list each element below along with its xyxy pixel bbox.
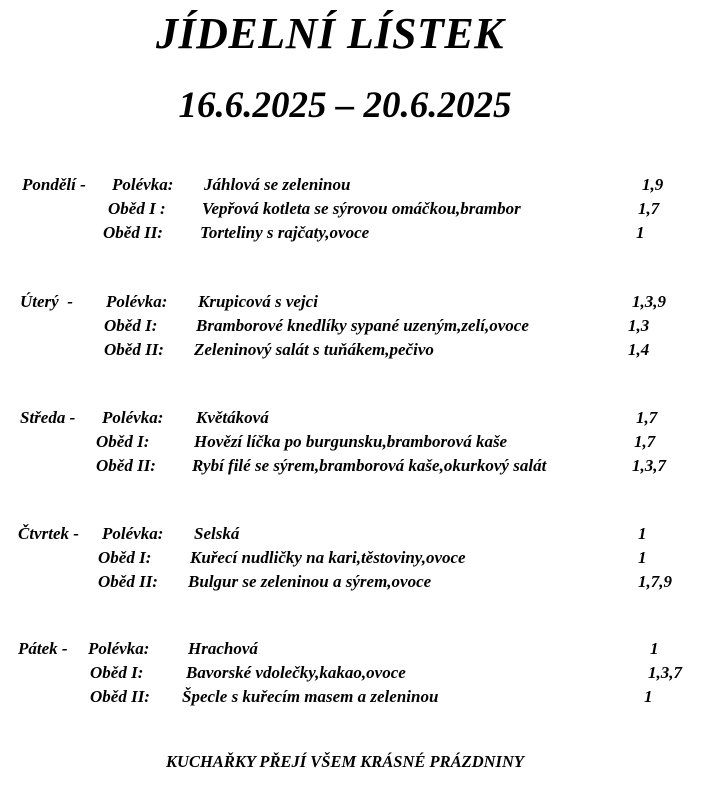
dish-name: Bramborové knedlíky sypané uzeným,zelí,ovoce bbox=[196, 316, 529, 335]
allergen-codes: 1 bbox=[650, 639, 659, 658]
day-name: Úterý bbox=[20, 292, 59, 311]
allergen-codes: 1,7 bbox=[636, 408, 658, 427]
dish-name: Hovězí líčka po burgunsku,bramborová kaše bbox=[194, 432, 508, 451]
dish-name: Bulgur se zeleninou a sýrem,ovoce bbox=[188, 572, 432, 591]
course-label: Polévka: bbox=[102, 408, 164, 427]
menu-date-range: 16.6.2025 – 20.6.2025 bbox=[178, 85, 512, 126]
dish-name: Zeleninový salát s tuňákem,pečivo bbox=[194, 340, 434, 359]
allergen-codes: 1 bbox=[638, 524, 647, 543]
allergen-codes: 1 bbox=[636, 223, 645, 242]
course-label: Oběd I: bbox=[96, 432, 150, 451]
dish-name: Špecle s kuřecím masem a zeleninou bbox=[182, 687, 439, 706]
allergen-codes: 1,7 bbox=[634, 432, 656, 451]
allergen-codes: 1,9 bbox=[642, 175, 664, 194]
course-label: Polévka: bbox=[112, 175, 174, 194]
dish-name: Selská bbox=[194, 524, 240, 543]
course-label: Oběd II: bbox=[90, 687, 150, 706]
allergen-codes: 1,3,7 bbox=[648, 663, 682, 682]
dish-name: Jáhlová se zeleninou bbox=[204, 175, 351, 194]
allergen-codes: 1,7 bbox=[638, 199, 660, 218]
dish-name: Hrachová bbox=[188, 639, 258, 658]
day-label-thursday: Čtvrtek - bbox=[18, 524, 79, 543]
course-label: Oběd I: bbox=[104, 316, 158, 335]
dish-name: Vepřová kotleta se sýrovou omáčkou,brambor bbox=[202, 199, 521, 218]
day-name: Čtvrtek bbox=[18, 524, 69, 543]
course-label: Polévka: bbox=[102, 524, 164, 543]
course-label: Oběd II: bbox=[96, 456, 156, 475]
dish-name: Rybí filé se sýrem,bramborová kaše,okurkový salát bbox=[192, 456, 547, 475]
allergen-codes: 1,3,9 bbox=[632, 292, 666, 311]
allergen-codes: 1 bbox=[644, 687, 653, 706]
course-label: Oběd II: bbox=[98, 572, 158, 591]
day-label-monday: Pondělí - bbox=[22, 175, 86, 194]
course-label: Oběd I: bbox=[98, 548, 152, 567]
course-label: Oběd I : bbox=[108, 199, 166, 218]
day-name: Pátek bbox=[18, 639, 58, 658]
dish-name: Krupicová s vejci bbox=[198, 292, 318, 311]
day-label-friday: Pátek - bbox=[18, 639, 68, 658]
dish-name: Bavorské vdolečky,kakao,ovoce bbox=[186, 663, 406, 682]
allergen-codes: 1,7,9 bbox=[638, 572, 672, 591]
dish-name: Kuřecí nudličky na kari,těstoviny,ovoce bbox=[190, 548, 466, 567]
day-name: Pondělí bbox=[22, 175, 76, 194]
course-label: Oběd II: bbox=[103, 223, 163, 242]
day-label-wednesday: Středa - bbox=[20, 408, 76, 427]
allergen-codes: 1,3,7 bbox=[632, 456, 666, 475]
allergen-codes: 1,3 bbox=[628, 316, 650, 335]
day-label-tuesday: Úterý - bbox=[20, 292, 73, 311]
day-name: Středa bbox=[20, 408, 66, 427]
menu-title: JÍDELNÍ LÍSTEK bbox=[155, 9, 505, 58]
course-label: Oběd I: bbox=[90, 663, 144, 682]
closing-wish: KUCHAŘKY PŘEJÍ VŠEM KRÁSNÉ PRÁZDNINY bbox=[166, 752, 524, 771]
dish-name: Torteliny s rajčaty,ovoce bbox=[200, 223, 370, 242]
allergen-codes: 1 bbox=[638, 548, 647, 567]
allergen-codes: 1,4 bbox=[628, 340, 650, 359]
course-label: Oběd II: bbox=[104, 340, 164, 359]
course-label: Polévka: bbox=[88, 639, 150, 658]
course-label: Polévka: bbox=[106, 292, 168, 311]
dish-name: Květáková bbox=[196, 408, 269, 427]
